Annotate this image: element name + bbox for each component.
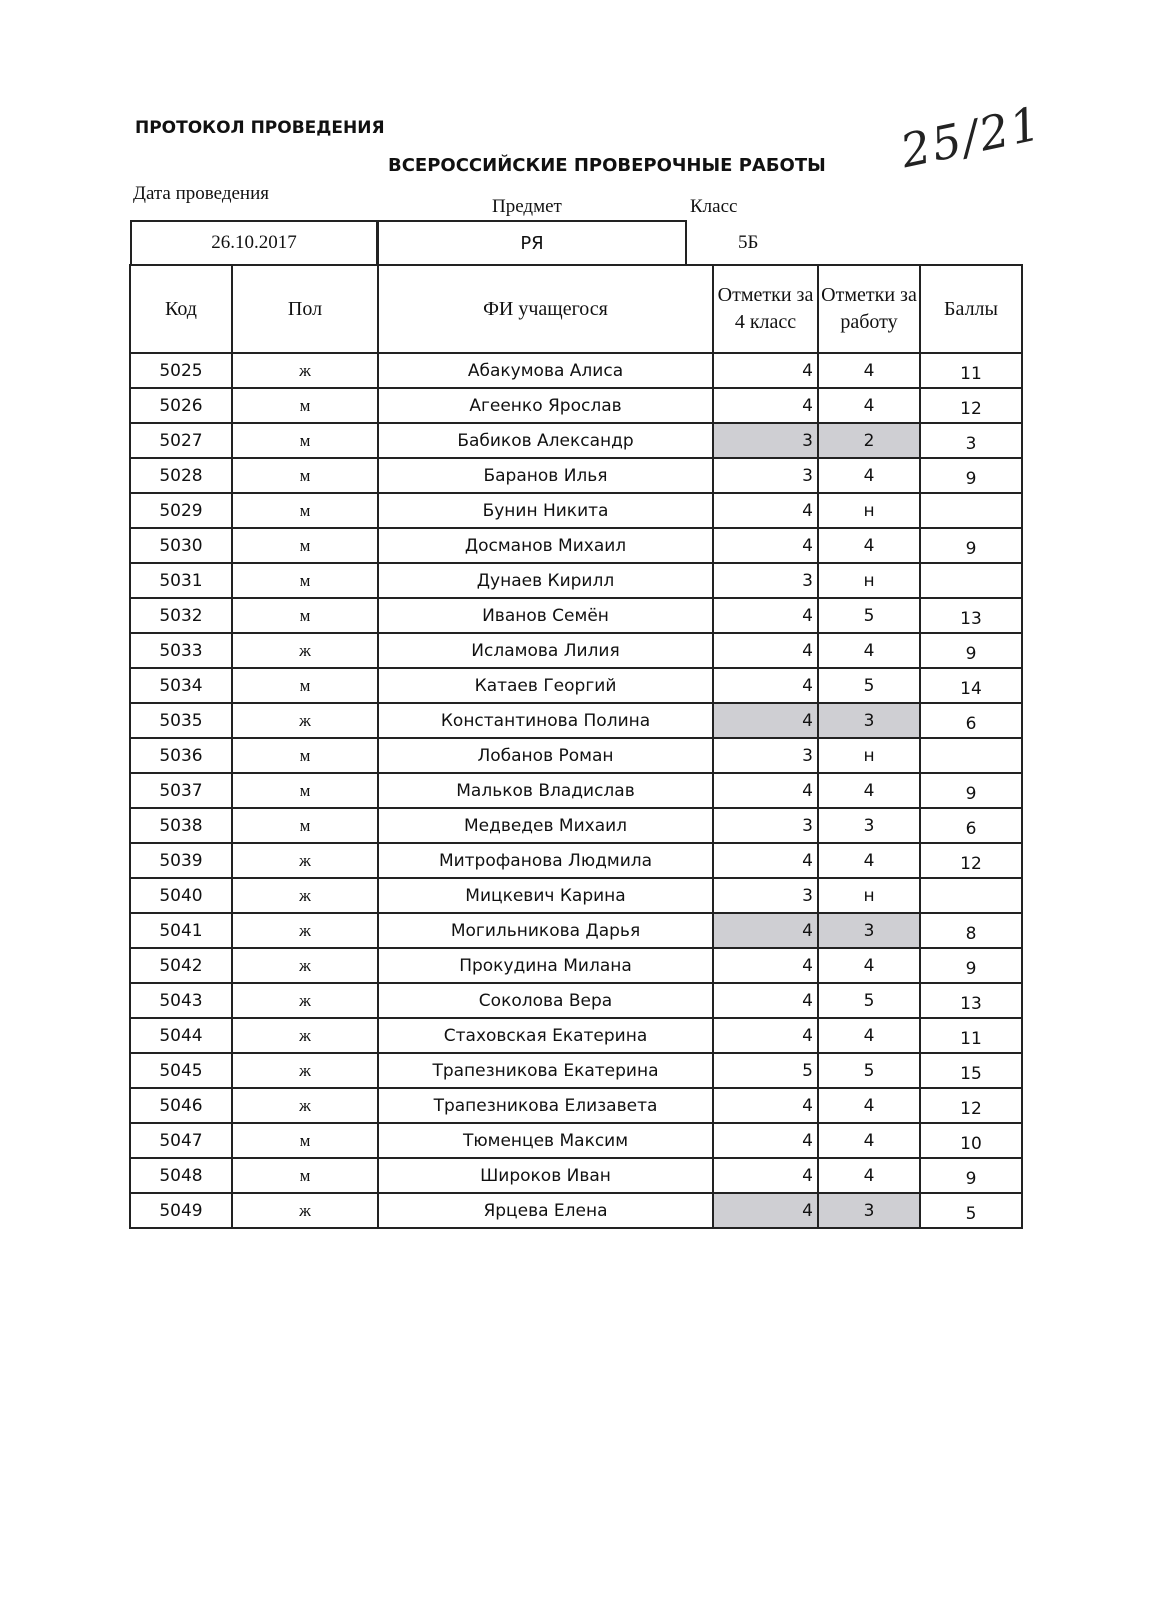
student-sex: ж <box>232 1053 378 1088</box>
student-sex: ж <box>232 1088 378 1123</box>
student-code: 5028 <box>130 458 232 493</box>
student-name: Широков Иван <box>378 1158 713 1193</box>
grade-4th-class: 5 <box>713 1053 818 1088</box>
table-row <box>130 1123 1022 1158</box>
student-score: 3 <box>920 423 1022 458</box>
grade-work: 4 <box>818 1088 920 1123</box>
grade-4th-class: 4 <box>713 773 818 808</box>
student-sex: ж <box>232 948 378 983</box>
grade-work: 3 <box>818 913 920 948</box>
student-code: 5034 <box>130 668 232 703</box>
student-name: Исламова Лилия <box>378 633 713 668</box>
student-score: 11 <box>920 1018 1022 1053</box>
grade-4th-class: 4 <box>713 1018 818 1053</box>
grade-work: 4 <box>818 353 920 388</box>
grade-work: 5 <box>818 598 920 633</box>
student-sex: м <box>232 563 378 598</box>
grade-4th-class: 4 <box>713 1158 818 1193</box>
student-name: Баранов Илья <box>378 458 713 493</box>
col-code-header: Код <box>130 265 232 353</box>
student-score: 10 <box>920 1123 1022 1158</box>
grade-4th-class: 3 <box>713 423 818 458</box>
student-code: 5048 <box>130 1158 232 1193</box>
student-name: Трапезникова Екатерина <box>378 1053 713 1088</box>
table-row <box>130 1193 1022 1228</box>
student-name: Стаховская Екатерина <box>378 1018 713 1053</box>
student-score: 6 <box>920 808 1022 843</box>
table-row <box>130 633 1022 668</box>
student-name: Трапезникова Елизавета <box>378 1088 713 1123</box>
student-score: 9 <box>920 1158 1022 1193</box>
table-row <box>130 493 1022 528</box>
student-name: Мицкевич Карина <box>378 878 713 913</box>
student-sex: ж <box>232 878 378 913</box>
grade-4th-class: 3 <box>713 878 818 913</box>
table-row <box>130 703 1022 738</box>
student-sex: м <box>232 1158 378 1193</box>
table-row <box>130 948 1022 983</box>
student-code: 5029 <box>130 493 232 528</box>
table-row <box>130 773 1022 808</box>
table-row <box>130 1158 1022 1193</box>
grade-work: 2 <box>818 423 920 458</box>
table-row <box>130 913 1022 948</box>
grade-work: 5 <box>818 668 920 703</box>
grade-4th-class: 3 <box>713 458 818 493</box>
grade-work: 4 <box>818 458 920 493</box>
student-name: Ярцева Елена <box>378 1193 713 1228</box>
student-name: Митрофанова Людмила <box>378 843 713 878</box>
student-sex: ж <box>232 843 378 878</box>
col-grade-work-header: Отметки за работу <box>818 265 920 353</box>
results-table <box>129 264 1023 1229</box>
student-code: 5027 <box>130 423 232 458</box>
student-score: 9 <box>920 773 1022 808</box>
student-sex: м <box>232 1123 378 1158</box>
student-sex: ж <box>232 983 378 1018</box>
student-sex: м <box>232 458 378 493</box>
student-name: Досманов Михаил <box>378 528 713 563</box>
grade-work: 5 <box>818 1053 920 1088</box>
grade-4th-class: 4 <box>713 633 818 668</box>
table-row <box>130 1018 1022 1053</box>
table-row <box>130 1088 1022 1123</box>
table-row <box>130 388 1022 423</box>
student-score: 6 <box>920 703 1022 738</box>
student-name: Медведев Михаил <box>378 808 713 843</box>
date-label: Дата проведения <box>133 183 270 204</box>
header-row <box>130 265 1022 353</box>
student-sex: ж <box>232 703 378 738</box>
grade-4th-class: 4 <box>713 983 818 1018</box>
table-row <box>130 668 1022 703</box>
student-code: 5032 <box>130 598 232 633</box>
col-name-header: ФИ учащегося <box>378 265 713 353</box>
student-name: Прокудина Милана <box>378 948 713 983</box>
grade-work: 4 <box>818 1123 920 1158</box>
student-score: 9 <box>920 948 1022 983</box>
student-name: Лобанов Роман <box>378 738 713 773</box>
student-sex: м <box>232 598 378 633</box>
student-score <box>920 493 1022 528</box>
student-code: 5040 <box>130 878 232 913</box>
student-code: 5045 <box>130 1053 232 1088</box>
table-row <box>130 843 1022 878</box>
subject-label: Предмет <box>492 196 562 217</box>
grade-work: 3 <box>818 703 920 738</box>
student-score: 14 <box>920 668 1022 703</box>
table-row <box>130 528 1022 563</box>
grade-4th-class: 4 <box>713 1123 818 1158</box>
grade-4th-class: 4 <box>713 598 818 633</box>
col-sex-header: Пол <box>232 265 378 353</box>
col-score-header: Баллы <box>920 265 1022 353</box>
student-name: Бунин Никита <box>378 493 713 528</box>
student-name: Тюменцев Максим <box>378 1123 713 1158</box>
grade-work: 4 <box>818 773 920 808</box>
grade-work: н <box>818 493 920 528</box>
grade-4th-class: 4 <box>713 493 818 528</box>
student-score: 5 <box>920 1193 1022 1228</box>
table-row <box>130 563 1022 598</box>
student-code: 5049 <box>130 1193 232 1228</box>
grade-4th-class: 3 <box>713 738 818 773</box>
grade-work: н <box>818 878 920 913</box>
grade-4th-class: 4 <box>713 703 818 738</box>
grade-work: 3 <box>818 1193 920 1228</box>
student-sex: м <box>232 388 378 423</box>
grade-work: 4 <box>818 388 920 423</box>
student-code: 5036 <box>130 738 232 773</box>
grade-work: 5 <box>818 983 920 1018</box>
grade-4th-class: 4 <box>713 843 818 878</box>
student-score: 9 <box>920 528 1022 563</box>
grade-4th-class: 4 <box>713 388 818 423</box>
student-name: Мальков Владислав <box>378 773 713 808</box>
grade-4th-class: 3 <box>713 808 818 843</box>
student-score: 12 <box>920 843 1022 878</box>
student-name: Агеенко Ярослав <box>378 388 713 423</box>
grade-work: 4 <box>818 1158 920 1193</box>
class-value: 5Б <box>738 232 759 253</box>
student-sex: м <box>232 808 378 843</box>
table-row <box>130 738 1022 773</box>
grade-work: 4 <box>818 633 920 668</box>
work-title: ВСЕРОССИЙСКИЕ ПРОВЕРОЧНЫЕ РАБОТЫ <box>388 155 826 176</box>
student-sex: м <box>232 493 378 528</box>
student-name: Соколова Вера <box>378 983 713 1018</box>
table-row <box>130 808 1022 843</box>
student-score <box>920 738 1022 773</box>
grade-work: 4 <box>818 948 920 983</box>
student-code: 5042 <box>130 948 232 983</box>
student-sex: м <box>232 668 378 703</box>
grade-work: 4 <box>818 528 920 563</box>
student-sex: м <box>232 738 378 773</box>
student-sex: м <box>232 528 378 563</box>
student-sex: ж <box>232 1193 378 1228</box>
table-row <box>130 458 1022 493</box>
student-score <box>920 563 1022 598</box>
student-score <box>920 878 1022 913</box>
grade-work: н <box>818 563 920 598</box>
grade-4th-class: 3 <box>713 563 818 598</box>
student-name: Дунаев Кирилл <box>378 563 713 598</box>
table-row <box>130 353 1022 388</box>
student-code: 5025 <box>130 353 232 388</box>
student-code: 5037 <box>130 773 232 808</box>
col-grade4-header: Отметки за 4 класс <box>713 265 818 353</box>
student-sex: ж <box>232 1018 378 1053</box>
student-score: 8 <box>920 913 1022 948</box>
grade-4th-class: 4 <box>713 913 818 948</box>
student-name: Константинова Полина <box>378 703 713 738</box>
grade-4th-class: 4 <box>713 1193 818 1228</box>
table-row <box>130 598 1022 633</box>
student-code: 5041 <box>130 913 232 948</box>
student-score: 13 <box>920 983 1022 1018</box>
student-code: 5046 <box>130 1088 232 1123</box>
student-score: 13 <box>920 598 1022 633</box>
student-sex: ж <box>232 633 378 668</box>
grade-work: н <box>818 738 920 773</box>
student-code: 5033 <box>130 633 232 668</box>
table-row <box>130 878 1022 913</box>
student-code: 5038 <box>130 808 232 843</box>
grade-4th-class: 4 <box>713 948 818 983</box>
student-code: 5044 <box>130 1018 232 1053</box>
table-row <box>130 1053 1022 1088</box>
student-sex: ж <box>232 913 378 948</box>
student-score: 9 <box>920 633 1022 668</box>
student-code: 5031 <box>130 563 232 598</box>
table-row <box>130 983 1022 1018</box>
student-code: 5026 <box>130 388 232 423</box>
table-row <box>130 423 1022 458</box>
student-name: Катаев Георгий <box>378 668 713 703</box>
student-score: 11 <box>920 353 1022 388</box>
student-sex: м <box>232 773 378 808</box>
handwritten-note: 25/21 <box>895 95 1047 179</box>
grade-work: 4 <box>818 843 920 878</box>
student-code: 5039 <box>130 843 232 878</box>
grade-4th-class: 4 <box>713 1088 818 1123</box>
grade-4th-class: 4 <box>713 353 818 388</box>
student-name: Могильникова Дарья <box>378 913 713 948</box>
student-score: 9 <box>920 458 1022 493</box>
student-code: 5035 <box>130 703 232 738</box>
student-sex: ж <box>232 353 378 388</box>
date-value: 26.10.2017 <box>130 220 378 266</box>
student-name: Иванов Семён <box>378 598 713 633</box>
student-score: 12 <box>920 388 1022 423</box>
student-code: 5043 <box>130 983 232 1018</box>
grade-4th-class: 4 <box>713 528 818 563</box>
student-name: Бабиков Александр <box>378 423 713 458</box>
student-code: 5030 <box>130 528 232 563</box>
student-sex: м <box>232 423 378 458</box>
grade-4th-class: 4 <box>713 668 818 703</box>
student-name: Абакумова Алиса <box>378 353 713 388</box>
class-label: Класс <box>690 196 738 217</box>
protocol-title: ПРОТОКОЛ ПРОВЕДЕНИЯ <box>135 118 385 138</box>
grade-work: 3 <box>818 808 920 843</box>
grade-work: 4 <box>818 1018 920 1053</box>
student-code: 5047 <box>130 1123 232 1158</box>
student-score: 12 <box>920 1088 1022 1123</box>
student-score: 15 <box>920 1053 1022 1088</box>
subject-value: РЯ <box>377 220 687 266</box>
